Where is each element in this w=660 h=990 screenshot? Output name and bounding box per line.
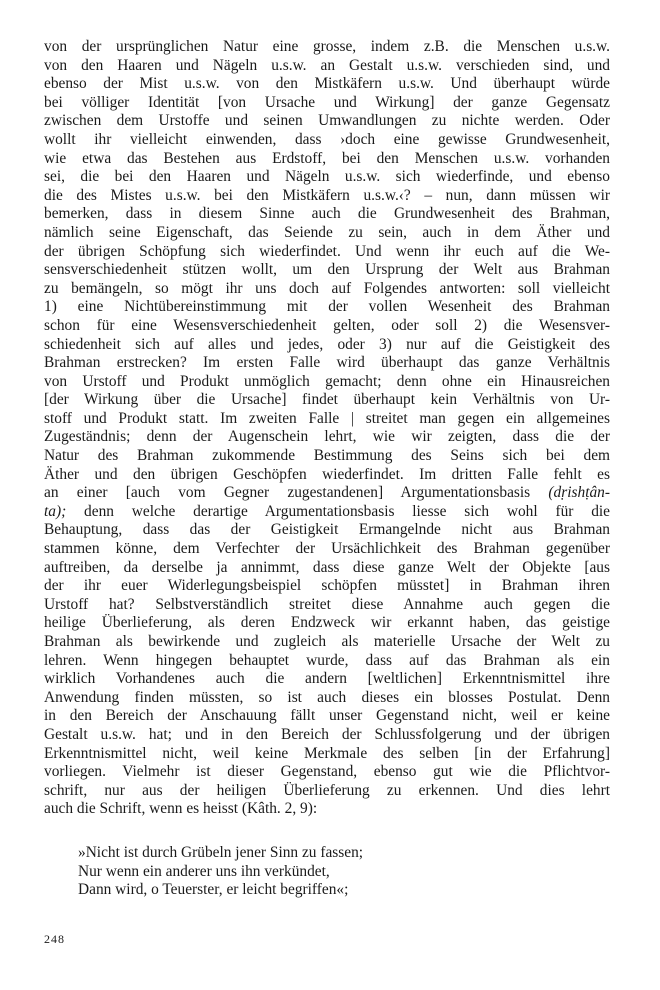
text-line: lehren. Wenn hingegen behauptet wurde, dass auf das Brahman als ein [44, 651, 610, 669]
text-line: wie etwa das Bestehen aus Erdstoff, bei den Menschen u.s.w. vorhanden [44, 149, 610, 167]
text-line: ebenso der Mist u.s.w. von den Mistkäfern u.s.w. Und überhaupt würde [44, 75, 610, 93]
text-line: auch die Schrift, wenn es heisst (Kâth. 2, 9): [44, 800, 318, 818]
text-line: stoff und Produkt statt. Im zweiten Falle | streitet man gegen ein allgemeines [44, 409, 610, 427]
text-line: von Urstoff und Produkt unmöglich gemacht; denn ohne ein Hinausreichen [44, 372, 610, 390]
sanskrit-term: ta); [44, 502, 67, 520]
text-line: 1) eine Nichtübereinstimmung mit der vollen Wesenheit des Brahman [44, 298, 610, 316]
verse-line: Dann wird, o Teuerster, er leicht begriffen«; [78, 881, 349, 899]
text-line: wollt ihr vielleicht einwenden, dass ›doch eine gewisse Grundwesenheit, [44, 130, 610, 148]
text-line: Brahman erstrecken? Im ersten Falle wird überhaupt das ganze Verhältnis [44, 354, 610, 372]
text-line: Äther und den übrigen Geschöpfen wiederfindet. Im dritten Falle fehlt es [44, 465, 610, 483]
text-line: der ihr euer Widerlegungsbeispiel schöpfen müsstet] in Brahman ihren [44, 577, 610, 595]
text-line: sensverschiedenheit stützen wollt, um den Ursprung der Welt aus Brahman [44, 261, 610, 279]
page-number: 248 [44, 932, 65, 946]
text-line: Natur des Brahman zukommende Bestimmung des Seins sich bei dem [44, 447, 610, 465]
text-line: Zugeständnis; denn der Augenschein lehrt, wie wir zeigten, dass die der [44, 428, 610, 446]
text-line: Brahman als bewirkende und zugleich als materielle Ursache der Welt zu [44, 633, 610, 650]
text-line: Anwendung finden müssten, so ist auch dieses ein blosses Postulat. Denn [44, 688, 610, 706]
text-line: Urstoff hat? Selbstverständlich streitet diese Annahme auch gegen die [44, 595, 610, 613]
verse-line: »Nicht ist durch Grübeln jener Sinn zu fassen; [78, 844, 364, 861]
sanskrit-term: (dṛishṭân- [548, 484, 610, 502]
text-line: zwischen dem Urstoffe und seinen Umwandlungen zu nichte werden. Oder [44, 112, 610, 130]
text-line: wirklich Vorhandenes auch die andern [weltlichen] Erkenntnismittel ihre [44, 670, 610, 688]
text-line: heilige Überlieferung, als deren Endzweck wir erkannt haben, das geistige [44, 614, 610, 632]
text-line: schon für eine Wesensverschiedenheit gelten, oder soll 2) die Wesensver- [44, 316, 610, 334]
text-line: in den Bereich der Anschauung fällt unser Gegenstand nicht, weil er keine [44, 707, 610, 725]
text-line: nämlich seine Eigenschaft, das Seiende zu sein, auch in dem Äther und [44, 223, 610, 241]
text-line: Erkenntnismittel nicht, weil keine Merkmale des selben [in der Erfahrung] [44, 744, 610, 762]
text-line: bemerken, dass in diesem Sinne auch die Grundwesenheit des Brahman, [44, 205, 610, 223]
text-line: schiedenheit sich auf alles und jedes, oder 3) nur auf die Geistigkeit des [44, 335, 610, 353]
verse-line: Nur wenn ein anderer uns ihn verkündet, [78, 862, 330, 880]
text-line: Behauptung, dass das der Geistigkeit Ermangelnde nicht aus Brahman [44, 521, 610, 539]
text-line: auftreiben, da derselbe ja annimmt, dass diese ganze Welt der Objekte [aus [44, 558, 610, 576]
text-line: ta); denn welche derartige Argumentationsbasis liesse sich wohl für die [44, 502, 610, 520]
text-line: sei, die bei den Haaren und Nägeln u.s.w. sich wiederfinde, und ebenso [44, 168, 610, 186]
text-line: an einer [auch vom Gegner zugestandenen] Argumentationsbasis (dṛishṭân- [44, 484, 610, 502]
text-line: von den Haaren und Nägeln u.s.w. an Gestalt u.s.w. verschieden sind, und [44, 56, 610, 74]
body-paragraph [44, 38, 610, 819]
text-line: der übrigen Schöpfung sich wiederfindet. Und wenn ihr euch auf die We- [44, 242, 610, 260]
text-line: von der ursprünglichen Natur eine grosse, indem z.B. die Menschen u.s.w. [44, 38, 610, 55]
text-line: bei völliger Identität [von Ursache und Wirkung] der ganze Gegensatz [44, 93, 610, 111]
text-line: schrift, nur aus der heiligen Überlieferung zu erkennen. Und dies lehrt [44, 781, 610, 799]
verse-quote [78, 844, 363, 900]
text-line: [der Wirkung über die Ursache] findet überhaupt kein Verhältnis von Ur- [44, 391, 610, 409]
text-line: zu bemängeln, so mögt ihr uns doch auf Folgendes antworten: soll vielleicht [44, 279, 610, 297]
text-line: Gestalt u.s.w. hat; und in den Bereich der Schlussfolgerung und der übrigen [44, 725, 610, 743]
text-line: die des Mistes u.s.w. bei den Mistkäfern u.s.w.‹? – nun, dann müssen wir [44, 186, 610, 204]
text-line: vorliegen. Vielmehr ist dieser Gegenstand, ebenso gut wie die Pflichtvor- [44, 763, 610, 781]
text-line: stammen könne, dem Verfechter der Ursächlichkeit des Brahman gegenüber [44, 540, 610, 558]
